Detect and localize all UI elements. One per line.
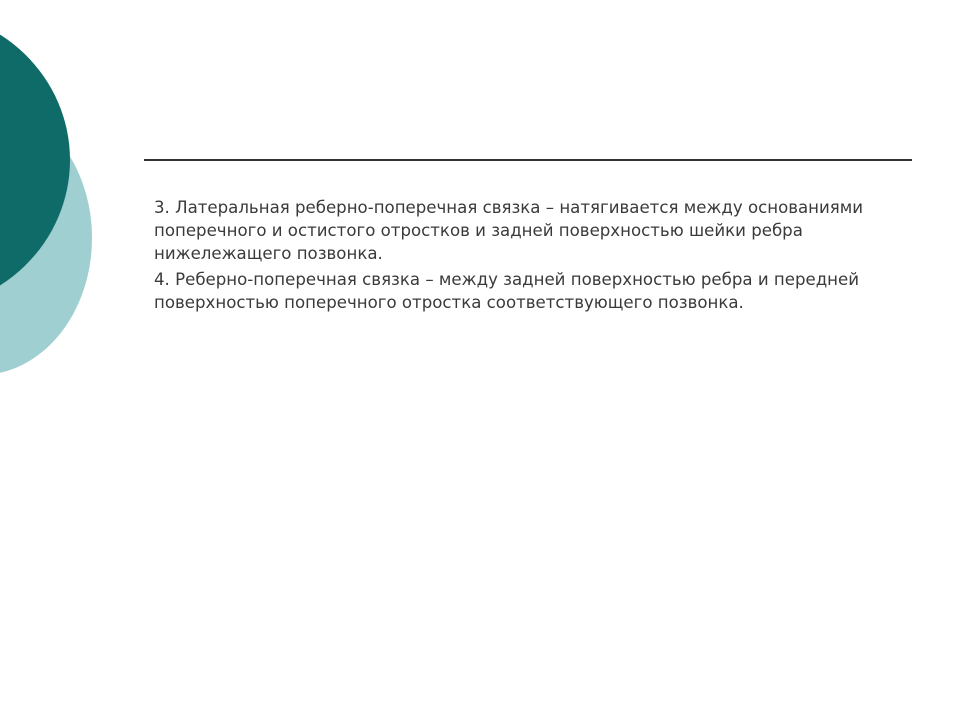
slide-body	[154, 196, 914, 317]
title-divider-line	[144, 159, 912, 161]
paragraph-lateral-ligament: 3. Латеральная реберно-поперечная связка – натягивается между основаниями поперечного и остистого отростков и задней поверхностью шейки ребра нижележащего позвонка.	[154, 198, 864, 263]
paragraph-costotransverse-ligament: 4. Реберно-поперечная связка – между задней поверхностью ребра и передней поверхностью поперечного отростка соответствующего позвонка.	[154, 270, 860, 312]
